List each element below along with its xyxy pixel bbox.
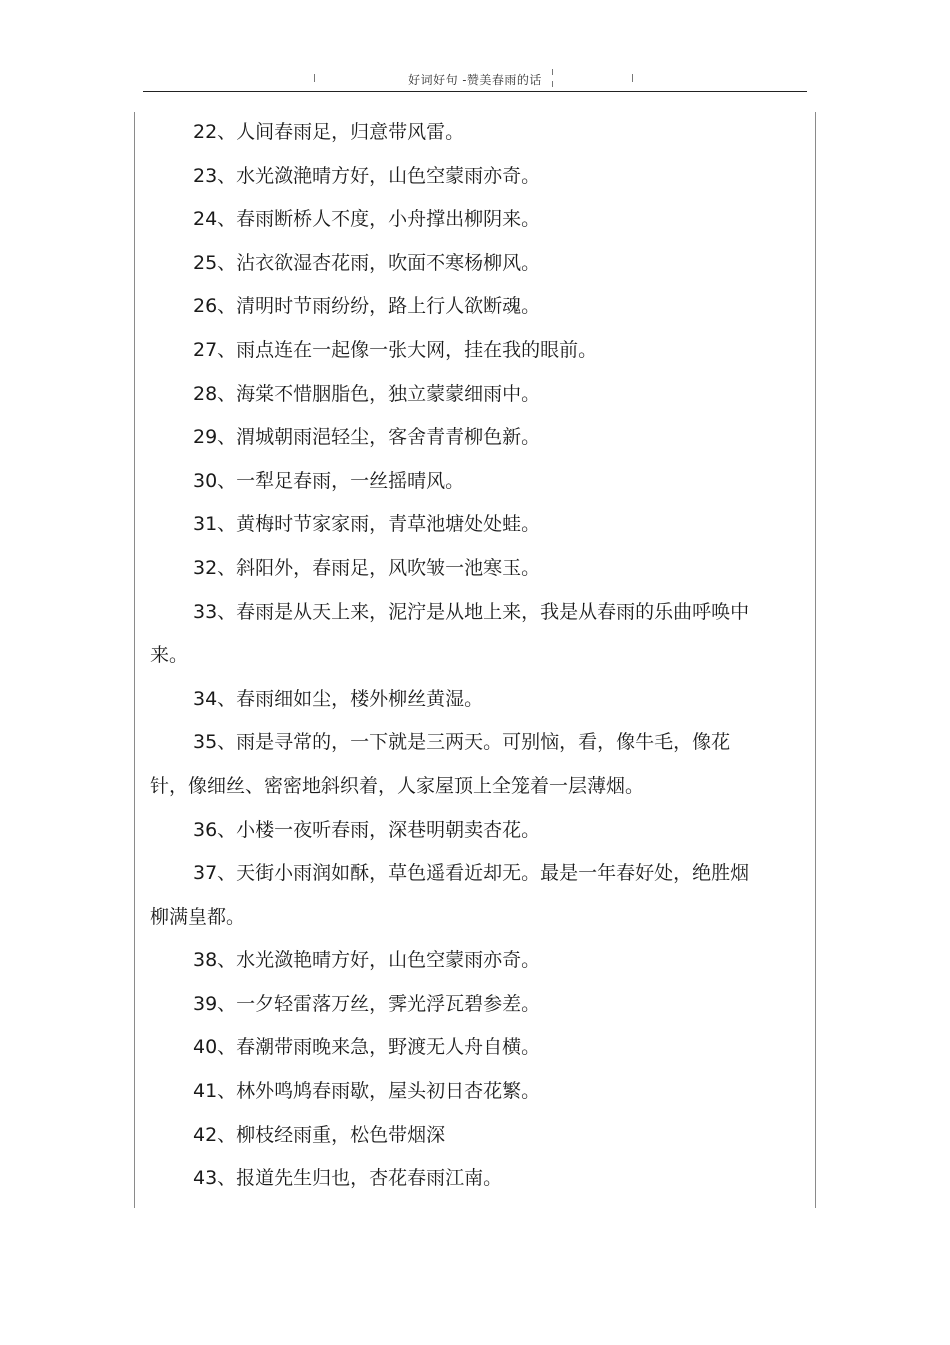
list-item: 35、雨是寻常的，一下就是三两天。可别恼，看，像牛毛，像花针，像细丝、密密地斜织着，人家屋顶上全笼着一层薄烟。 xyxy=(150,731,731,797)
list-item: 33、春雨是从天上来，泥泞是从地上来，我是从春雨的乐曲呼唤中来。 xyxy=(150,600,750,667)
right-margin-line xyxy=(815,112,816,1208)
list-item: 38、水光潋艳晴方好，山色空蒙雨亦奇。 xyxy=(193,949,541,972)
list-item: 23、水光潋滟晴方好，山色空蒙雨亦奇。 xyxy=(193,164,541,187)
document-body xyxy=(150,111,765,1201)
list-item: 32、斜阳外，春雨足，风吹皱一池寒玉。 xyxy=(193,556,541,579)
list-item: 39、一夕轻雷落万丝，霁光浮瓦碧参差。 xyxy=(193,992,541,1015)
header-rule xyxy=(143,91,807,92)
list-item: 24、春雨断桥人不度，小舟撑出柳阴来。 xyxy=(193,208,541,231)
list-item: 25、沾衣欲湿杏花雨，吹面不寒杨柳风。 xyxy=(193,251,541,274)
list-item: 22、人间春雨足，归意带风雷。 xyxy=(193,121,465,143)
list-item: 41、林外鸣鸠春雨歇，屋头初日杏花繁。 xyxy=(193,1080,541,1103)
list-item: 30、一犁足春雨，一丝摇晴风。 xyxy=(193,469,465,492)
list-item: 29、渭城朝雨浥轻尘，客舍青青柳色新。 xyxy=(193,426,541,449)
list-item: 34、春雨细如尘，楼外柳丝黄湿。 xyxy=(193,687,484,710)
list-item: 27、雨点连在一起像一张大网，挂在我的眼前。 xyxy=(193,338,598,361)
list-item: 42、柳枝经雨重，松色带烟深 xyxy=(193,1123,446,1146)
list-item: 31、黄梅时节家家雨，青草池塘处处蛙。 xyxy=(193,513,541,536)
list-item: 37、天街小雨润如酥，草色遥看近却无。最是一年春好处，绝胜烟柳满皇都。 xyxy=(150,862,750,928)
left-margin-line xyxy=(134,112,135,1208)
list-item: 28、海棠不惜胭脂色，独立蒙蒙细雨中。 xyxy=(193,382,541,405)
list-item: 36、小楼一夜听春雨，深巷明朝卖杏花。 xyxy=(193,818,541,841)
header-title: 好词好句 -赞美春雨的话 xyxy=(408,73,542,87)
page-header xyxy=(143,66,807,92)
list-item: 26、清明时节雨纷纷，路上行人欲断魂。 xyxy=(193,295,541,318)
list-item: 40、春潮带雨晚来急，野渡无人舟自横。 xyxy=(193,1036,541,1059)
list-item: 43、报道先生归也，杏花春雨江南。 xyxy=(193,1167,503,1190)
